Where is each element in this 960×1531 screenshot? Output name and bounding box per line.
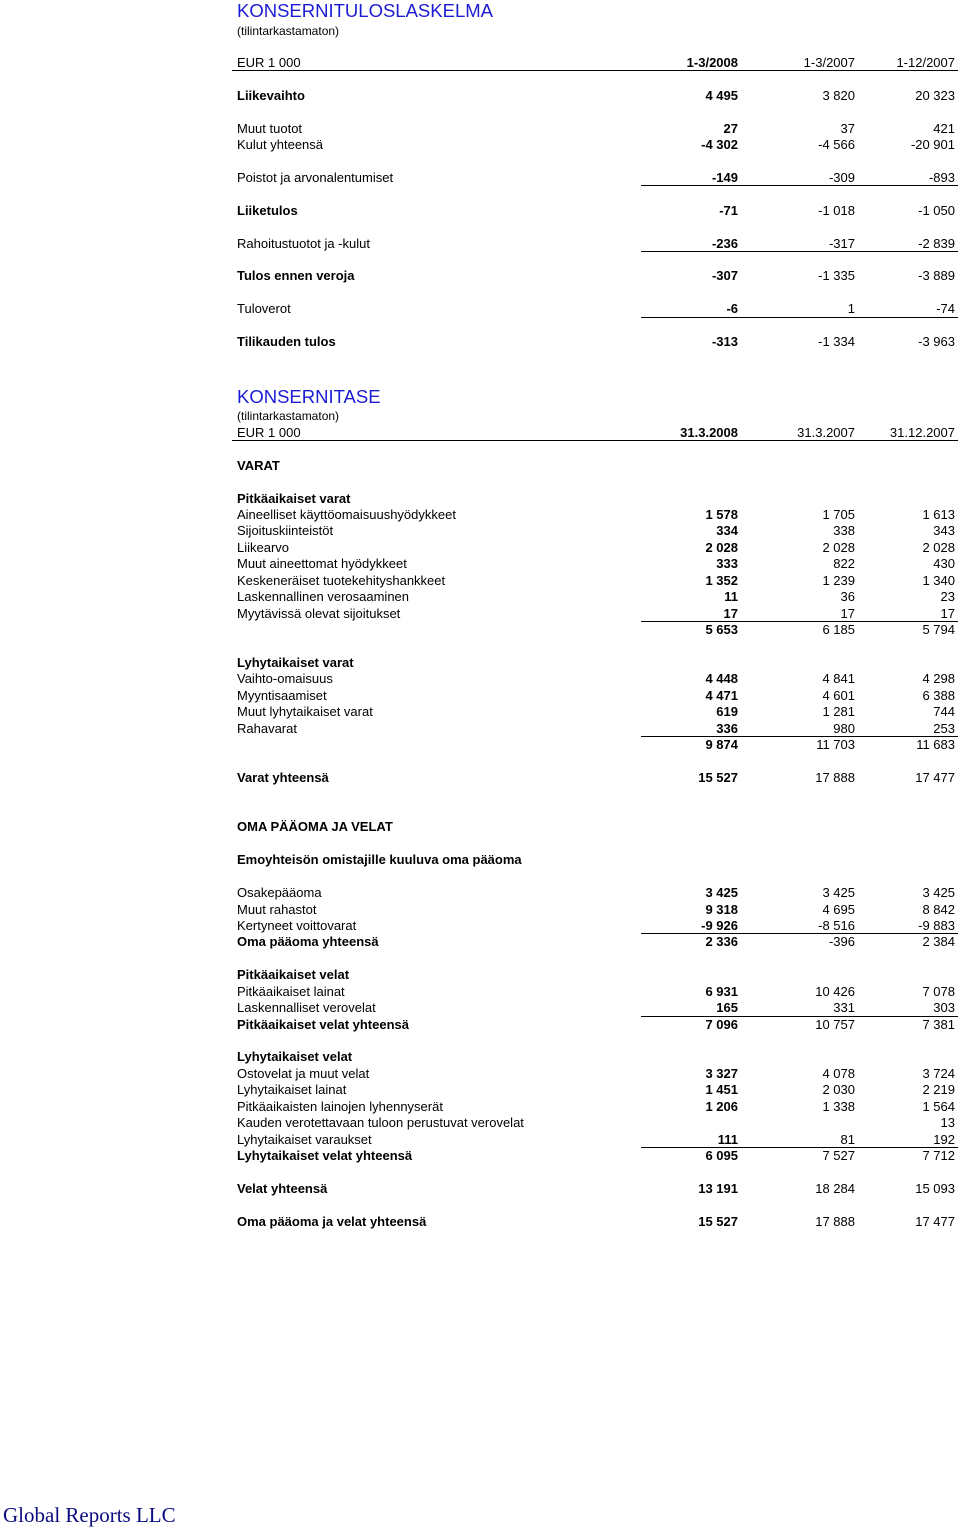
amount-current-period: -4 302 bbox=[701, 136, 738, 152]
cash-row bbox=[232, 721, 958, 737]
section-heading: Lyhytaikaiset varat bbox=[237, 654, 354, 670]
equity-and-liabilities-heading-row bbox=[232, 819, 958, 835]
amount-current-period: -236 bbox=[711, 235, 738, 251]
amount-prior-year: 7 078 bbox=[922, 983, 955, 999]
amount-current-period: -9 926 bbox=[701, 917, 738, 933]
amount-prior-year: 1 564 bbox=[922, 1098, 955, 1114]
parent-equity-heading-row bbox=[232, 852, 958, 868]
line-item-label: Lyhytaikaiset velat yhteensä bbox=[237, 1148, 413, 1164]
balance-sheet-title: KONSERNITASE bbox=[237, 385, 381, 407]
line-item-label: Kulut yhteensä bbox=[237, 136, 324, 152]
amount-current-period: 619 bbox=[716, 704, 738, 720]
line-item-label: Muut rahastot bbox=[237, 901, 317, 917]
line-item-label: Keskeneräiset tuotekehityshankkeet bbox=[237, 572, 446, 588]
amount-current-period: 6 931 bbox=[705, 983, 738, 999]
line-item-label: Pitkäaikaisten lainojen lyhennyserät bbox=[237, 1098, 443, 1114]
income-statement-table bbox=[232, 55, 958, 351]
amount-current-period: 1 578 bbox=[705, 506, 738, 522]
amount-comparative-period: 10 757 bbox=[815, 1016, 855, 1032]
amount-current-period: -6 bbox=[726, 301, 738, 317]
column-header-row bbox=[232, 55, 958, 71]
amount-prior-year: 2 384 bbox=[922, 934, 955, 950]
amount-comparative-period: 17 bbox=[840, 605, 855, 621]
amount-comparative-period: 11 703 bbox=[816, 737, 855, 753]
line-item-label: Muut lyhytaikaiset varat bbox=[237, 704, 373, 720]
line-item-label: Aineelliset käyttöomaisuushyödykkeet bbox=[237, 506, 456, 522]
amount-current-period: 1 451 bbox=[705, 1082, 738, 1098]
total-assets-row bbox=[232, 770, 958, 786]
line-item-label: Kauden verotettavaan tuloon perustuvat verovelat bbox=[237, 1115, 524, 1131]
amount-prior-year: 20 323 bbox=[915, 87, 955, 103]
amount-comparative-period: 17 888 bbox=[815, 769, 855, 785]
amount-prior-year: -3 889 bbox=[918, 268, 955, 284]
deferred-tax-liabilities-row bbox=[232, 1000, 958, 1016]
result-before-taxes-row bbox=[232, 268, 958, 284]
amount-prior-year: 6 388 bbox=[922, 687, 955, 703]
amount-prior-year: 17 477 bbox=[915, 1213, 955, 1229]
total-liabilities-row bbox=[232, 1181, 958, 1197]
amount-prior-year: 744 bbox=[933, 704, 955, 720]
amount-prior-year: 5 794 bbox=[922, 622, 955, 638]
column-header-comparative-period: 31.3.2007 bbox=[797, 424, 855, 440]
total-expenses-row bbox=[232, 137, 958, 153]
amount-current-period: 5 653 bbox=[705, 622, 738, 638]
non-current-assets-heading-row bbox=[232, 491, 958, 507]
deferred-tax-assets-row bbox=[232, 589, 958, 605]
depreciation-impairment-row bbox=[232, 170, 958, 186]
amount-comparative-period: 331 bbox=[833, 1000, 855, 1016]
income-taxes-row bbox=[232, 301, 958, 317]
amount-prior-year: -1 050 bbox=[918, 202, 955, 218]
amount-comparative-period: -1 334 bbox=[818, 334, 855, 350]
unaudited-note: (tilintarkastamaton) bbox=[237, 409, 340, 423]
publisher-brand: Global Reports LLC bbox=[3, 1503, 176, 1527]
column-header-row bbox=[232, 425, 958, 441]
amount-comparative-period: -309 bbox=[828, 169, 855, 185]
share-capital-row bbox=[232, 885, 958, 901]
line-item-label: Lyhytaikaiset varaukset bbox=[237, 1131, 372, 1147]
amount-comparative-period: 1 bbox=[847, 301, 855, 317]
line-item-label: Liiketulos bbox=[237, 202, 298, 218]
amount-current-period: 333 bbox=[716, 556, 738, 572]
trade-payables-row bbox=[232, 1066, 958, 1082]
amount-prior-year: 7 381 bbox=[922, 1016, 955, 1032]
amount-current-period: 4 471 bbox=[705, 687, 738, 703]
section-heading: Emoyhteisön omistajille kuuluva oma pääoma bbox=[237, 852, 522, 868]
line-item-label: Kertyneet voittovarat bbox=[237, 917, 357, 933]
amount-prior-year: 23 bbox=[940, 589, 955, 605]
amount-prior-year: 253 bbox=[933, 720, 955, 736]
amount-comparative-period: -1 335 bbox=[818, 268, 855, 284]
amount-prior-year: 8 842 bbox=[922, 901, 955, 917]
amount-current-period: 15 527 bbox=[698, 1213, 738, 1229]
line-item-label: Myyntisaamiset bbox=[237, 687, 327, 703]
amount-comparative-period: 338 bbox=[833, 523, 855, 539]
amount-prior-year: 430 bbox=[933, 556, 955, 572]
total-equity-row bbox=[232, 934, 958, 950]
line-item-label: Muut aineettomat hyödykkeet bbox=[237, 556, 407, 572]
amount-comparative-period: 2 030 bbox=[822, 1082, 855, 1098]
amount-prior-year: 343 bbox=[933, 523, 955, 539]
amount-comparative-period: -317 bbox=[828, 235, 855, 251]
amount-comparative-period: 1 705 bbox=[822, 506, 855, 522]
column-header-current-period: 1-3/2008 bbox=[686, 54, 738, 70]
property-plant-equipment-row bbox=[232, 507, 958, 523]
other-current-assets-row bbox=[232, 704, 958, 720]
line-item-label: Rahoitustuotot ja -kulut bbox=[237, 235, 370, 251]
section-heading: Lyhytaikaiset velat bbox=[237, 1049, 353, 1065]
amount-prior-year: 2 028 bbox=[922, 539, 955, 555]
amount-comparative-period: -8 516 bbox=[818, 917, 855, 933]
current-assets-heading-row bbox=[232, 655, 958, 671]
section-heading: VARAT bbox=[237, 457, 280, 473]
amount-prior-year: 15 093 bbox=[915, 1180, 955, 1196]
income-tax-liabilities-row bbox=[232, 1115, 958, 1131]
amount-comparative-period: 7 527 bbox=[822, 1148, 855, 1164]
amount-prior-year: 17 477 bbox=[915, 769, 955, 785]
amount-current-period: 2 336 bbox=[705, 934, 738, 950]
amount-comparative-period: 4 078 bbox=[822, 1065, 855, 1081]
amount-prior-year: 3 425 bbox=[922, 885, 955, 901]
non-current-liabilities-heading-row bbox=[232, 967, 958, 983]
line-item-label: Pitkäaikaiset velat yhteensä bbox=[237, 1016, 409, 1032]
provisions-row bbox=[232, 1132, 958, 1148]
amount-current-period: -149 bbox=[711, 169, 738, 185]
amount-comparative-period: 4 695 bbox=[822, 901, 855, 917]
amount-current-period: 9 874 bbox=[705, 737, 738, 753]
revenue-row bbox=[232, 88, 958, 104]
line-item-label: Laskennalliset verovelat bbox=[237, 1000, 376, 1016]
line-item-label: Poistot ja arvonalentumiset bbox=[237, 169, 394, 185]
amount-current-period: 7 096 bbox=[705, 1016, 738, 1032]
line-item-label: Liikearvo bbox=[237, 539, 290, 555]
amount-comparative-period: 822 bbox=[833, 556, 855, 572]
amount-current-period: 3 327 bbox=[705, 1065, 738, 1081]
amount-comparative-period: 36 bbox=[840, 589, 855, 605]
current-liabilities-heading-row bbox=[232, 1049, 958, 1065]
current-liabilities-total-row bbox=[232, 1148, 958, 1164]
amount-prior-year: 11 683 bbox=[916, 737, 955, 753]
amount-comparative-period: 980 bbox=[833, 720, 855, 736]
amount-current-period: -313 bbox=[711, 334, 738, 350]
line-item-label: Oma pääoma yhteensä bbox=[237, 934, 379, 950]
amount-current-period: 1 206 bbox=[705, 1098, 738, 1114]
amount-comparative-period: 10 426 bbox=[815, 983, 855, 999]
assets-heading-row bbox=[232, 458, 958, 474]
amount-comparative-period: -396 bbox=[828, 934, 855, 950]
investment-property-row bbox=[232, 523, 958, 539]
line-item-label: Laskennallinen verosaaminen bbox=[237, 589, 410, 605]
amount-prior-year: 192 bbox=[933, 1131, 955, 1147]
amount-current-period: 3 425 bbox=[705, 885, 738, 901]
amount-prior-year: -74 bbox=[936, 301, 955, 317]
amount-comparative-period: 1 281 bbox=[822, 704, 855, 720]
total-equity-and-liabilities-row bbox=[232, 1214, 958, 1230]
amount-comparative-period: 18 284 bbox=[815, 1180, 855, 1196]
amount-current-period: 15 527 bbox=[698, 769, 738, 785]
amount-current-period: 4 448 bbox=[705, 671, 738, 687]
line-item-label: Varat yhteensä bbox=[237, 769, 329, 785]
amount-prior-year: 2 219 bbox=[922, 1082, 955, 1098]
amount-prior-year: 421 bbox=[933, 120, 955, 136]
other-intangibles-row bbox=[232, 556, 958, 572]
line-item-label: Liikevaihto bbox=[237, 87, 305, 103]
line-item-label: Tilikauden tulos bbox=[237, 334, 336, 350]
amount-comparative-period: -4 566 bbox=[818, 136, 855, 152]
amount-current-period: 165 bbox=[716, 1000, 738, 1016]
other-operating-income-row bbox=[232, 121, 958, 137]
amount-comparative-period: 17 888 bbox=[815, 1213, 855, 1229]
line-item-label: Lyhytaikaiset lainat bbox=[237, 1082, 347, 1098]
amount-prior-year: 17 bbox=[940, 605, 955, 621]
amount-prior-year: 1 613 bbox=[922, 506, 955, 522]
goodwill-row bbox=[232, 540, 958, 556]
development-projects-row bbox=[232, 573, 958, 589]
amount-comparative-period: 6 185 bbox=[822, 622, 855, 638]
section-heading: OMA PÄÄOMA JA VELAT bbox=[237, 819, 393, 835]
period-result-row bbox=[232, 334, 958, 350]
amount-current-period: 111 bbox=[717, 1131, 738, 1147]
line-item-label: Oma pääoma ja velat yhteensä bbox=[237, 1213, 427, 1229]
line-item-label: Velat yhteensä bbox=[237, 1180, 328, 1196]
available-for-sale-investments-row bbox=[232, 606, 958, 622]
amount-prior-year: -9 883 bbox=[918, 917, 955, 933]
amount-current-period: 9 318 bbox=[705, 901, 738, 917]
amount-current-period: 334 bbox=[716, 523, 738, 539]
amount-current-period: 27 bbox=[723, 120, 738, 136]
current-loans-row bbox=[232, 1082, 958, 1098]
column-header-comparative-period: 1-3/2007 bbox=[803, 54, 855, 70]
unaudited-note: (tilintarkastamaton) bbox=[237, 24, 340, 38]
line-item-label: Tulos ennen veroja bbox=[237, 268, 355, 284]
inventories-row bbox=[232, 671, 958, 687]
line-item-label: Rahavarat bbox=[237, 720, 297, 736]
amount-comparative-period: 3 425 bbox=[822, 885, 855, 901]
amount-current-period: -71 bbox=[719, 202, 738, 218]
amount-prior-year: -2 839 bbox=[918, 235, 955, 251]
column-header-prior-year: 31.12.2007 bbox=[889, 424, 955, 440]
income-statement-title: KONSERNITULOSLASKELMA bbox=[237, 0, 493, 21]
amount-comparative-period: 4 601 bbox=[822, 687, 855, 703]
current-assets-total-row bbox=[232, 737, 958, 753]
line-item-label: Ostovelat ja muut velat bbox=[237, 1065, 370, 1081]
amount-prior-year: 4 298 bbox=[922, 671, 955, 687]
amount-prior-year: 1 340 bbox=[922, 572, 955, 588]
operating-result-row bbox=[232, 203, 958, 219]
current-portion-of-loans-row bbox=[232, 1099, 958, 1115]
amount-comparative-period: 4 841 bbox=[822, 671, 855, 687]
amount-comparative-period: 1 338 bbox=[822, 1098, 855, 1114]
amount-prior-year: 303 bbox=[933, 1000, 955, 1016]
amount-prior-year: 13 bbox=[940, 1115, 955, 1131]
amount-current-period: 17 bbox=[723, 605, 738, 621]
line-item-label: Pitkäaikaiset lainat bbox=[237, 983, 345, 999]
balance-sheet-table bbox=[232, 425, 958, 1230]
amount-comparative-period: 81 bbox=[840, 1131, 855, 1147]
retained-earnings-row bbox=[232, 918, 958, 934]
amount-current-period: 1 352 bbox=[705, 572, 738, 588]
section-heading: Pitkäaikaiset velat bbox=[237, 967, 350, 983]
amount-prior-year: -3 963 bbox=[918, 334, 955, 350]
line-item-label: Muut tuotot bbox=[237, 120, 303, 136]
amount-prior-year: -20 901 bbox=[910, 136, 955, 152]
column-header-current-period: 31.3.2008 bbox=[680, 424, 738, 440]
amount-prior-year: 7 712 bbox=[922, 1148, 955, 1164]
amount-current-period: 4 495 bbox=[705, 87, 738, 103]
amount-current-period: 11 bbox=[724, 589, 738, 605]
amount-prior-year: -893 bbox=[928, 169, 955, 185]
amount-comparative-period: 2 028 bbox=[822, 539, 855, 555]
currency-unit-label: EUR 1 000 bbox=[237, 54, 301, 70]
line-item-label: Sijoituskiinteistöt bbox=[237, 523, 334, 539]
amount-comparative-period: 37 bbox=[840, 120, 855, 136]
line-item-label: Tuloverot bbox=[237, 301, 291, 317]
section-heading: Pitkäaikaiset varat bbox=[237, 490, 351, 506]
other-reserves-row bbox=[232, 902, 958, 918]
amount-prior-year: 3 724 bbox=[922, 1065, 955, 1081]
amount-comparative-period: -1 018 bbox=[818, 202, 855, 218]
amount-current-period: 2 028 bbox=[705, 539, 738, 555]
amount-current-period: 13 191 bbox=[698, 1180, 738, 1196]
amount-current-period: 6 095 bbox=[705, 1148, 738, 1164]
non-current-liabilities-total-row bbox=[232, 1017, 958, 1033]
non-current-assets-total-row bbox=[232, 622, 958, 638]
line-item-label: Vaihto-omaisuus bbox=[237, 671, 333, 687]
amount-current-period: -307 bbox=[711, 268, 738, 284]
currency-unit-label: EUR 1 000 bbox=[237, 424, 301, 440]
trade-receivables-row bbox=[232, 688, 958, 704]
non-current-loans-row bbox=[232, 984, 958, 1000]
financial-items-row bbox=[232, 236, 958, 252]
column-header-prior-year: 1-12/2007 bbox=[896, 54, 955, 70]
amount-comparative-period: 3 820 bbox=[822, 87, 855, 103]
line-item-label: Osakepääoma bbox=[237, 885, 322, 901]
line-item-label: Myytävissä olevat sijoitukset bbox=[237, 605, 401, 621]
amount-current-period: 336 bbox=[716, 720, 738, 736]
amount-comparative-period: 1 239 bbox=[822, 572, 855, 588]
